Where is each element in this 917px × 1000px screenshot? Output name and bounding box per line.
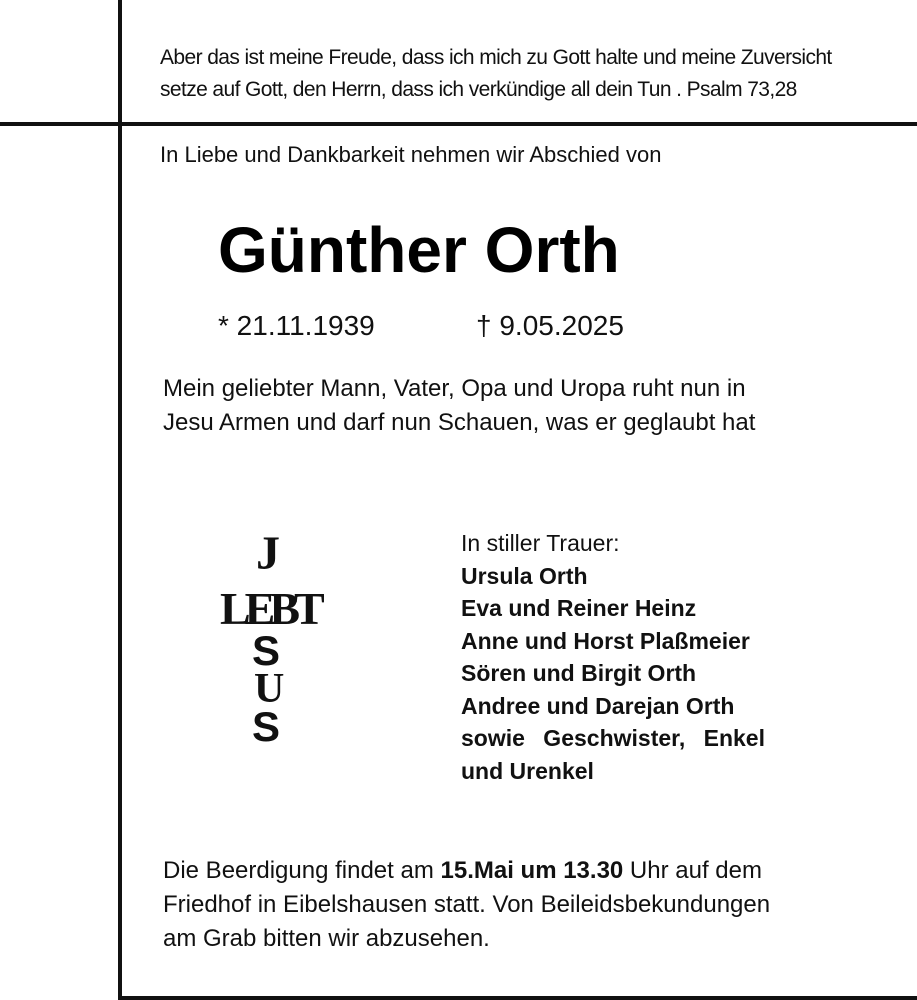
- left-border-rule: [118, 0, 122, 1000]
- top-divider-rule: [0, 122, 917, 126]
- memorial-message-line-2: Jesu Armen und darf nun Schauen, was er geglaubt hat: [163, 409, 756, 436]
- birth-date: * 21.11.1939: [218, 310, 375, 341]
- cross-letter-u: U: [254, 666, 285, 712]
- mourners-label: In stiller Trauer:: [461, 530, 620, 556]
- memorial-message-line-1: Mein geliebter Mann, Vater, Opa und Uropa ruht nun in: [163, 375, 746, 402]
- mourner-name: Sören und Birgit Orth: [461, 660, 697, 686]
- funeral-text-end: Uhr auf dem: [623, 857, 762, 884]
- death-date: † 9.05.2025: [476, 310, 624, 341]
- funeral-text-start: Die Beerdigung findet am: [163, 857, 441, 884]
- mourner-name: Andree und Darejan Orth: [461, 692, 735, 719]
- bible-quote: [160, 42, 900, 106]
- cross-letter-s-1: S: [252, 627, 281, 674]
- cross-letter-j: J: [256, 527, 280, 580]
- mourner-name: Ursula Orth: [461, 562, 588, 589]
- bible-quote-line-2: setze auf Gott, den Herrn, dass ich verkündige all dein Tun . Psalm 73,28: [160, 78, 797, 101]
- funeral-notice-line-2: Friedhof in Eibelshausen statt. Von Beileidsbekundungen: [163, 891, 771, 918]
- mourners-list: [461, 527, 881, 787]
- mourner-name: und Urenkel: [461, 757, 594, 784]
- cross-letter-s-2: S: [252, 703, 281, 750]
- funeral-notice-line-3: am Grab bitten wir abzusehen.: [163, 925, 490, 952]
- bottom-border-rule: [118, 996, 917, 1000]
- funeral-notice: [163, 854, 883, 956]
- jesus-lebt-cross-emblem: [210, 527, 350, 750]
- memorial-message: [163, 372, 883, 440]
- funeral-date-time: 15.Mai um 13.30: [440, 857, 624, 884]
- mourner-name: Eva und Reiner Heinz: [461, 595, 697, 621]
- cross-bar-lebt: LEBT: [220, 583, 319, 634]
- mourner-name: Anne und Horst Plaßmeier: [461, 627, 750, 654]
- farewell-intro: In Liebe und Dankbarkeit nehmen wir Abschied von: [160, 142, 662, 167]
- bible-quote-line-1: Aber das ist meine Freude, dass ich mich zu Gott halte und meine Zuversicht: [160, 46, 832, 69]
- deceased-name: Günther Orth: [218, 214, 620, 286]
- mourner-name: sowie Geschwister, Enkel: [461, 725, 765, 751]
- funeral-notice-line-1: [163, 854, 883, 888]
